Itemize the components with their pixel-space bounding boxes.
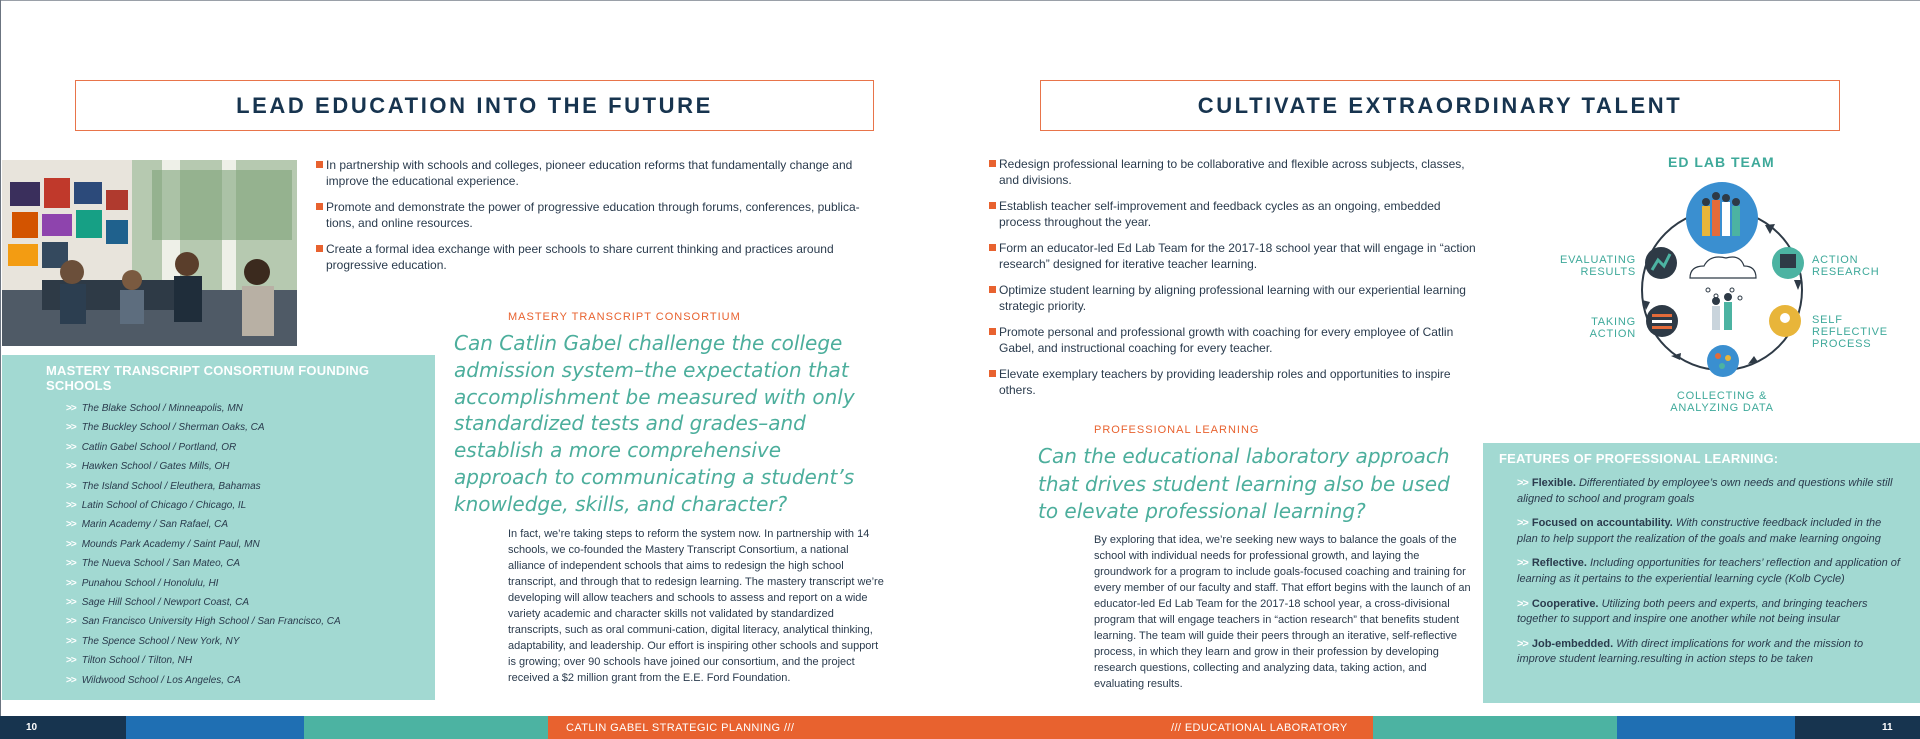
left-body-text: In fact, we’re taking steps to reform the system now. In partnership with 14 schools, we co-founded the Mastery Transcript Consortium, a national alliance of independent schools that aims to redesign the high school transcript, and through that to redesign learning. The mastery transcript we’re developing will allow teachers and schools to assess and report on a wide variety academic and character skills not validated by standardized transcripts, such as oral communi-cation, digital literacy, analytical thinking, adaptability, and leadership. Our effort is inspiring other schools and support is growing; over 90 schools have joined our consortium, and the project received a $2 million grant from the E.E. Ford Foundation. xyxy=(508,528,884,684)
right-page-number: 11 xyxy=(1882,722,1893,733)
left-title-box xyxy=(75,80,874,131)
school-item: >> The Island School / Eleuthera, Bahamas xyxy=(66,480,261,492)
school-item: >> Mounds Park Academy / Saint Paul, MN xyxy=(66,538,260,550)
footer-right-text: /// EDUCATIONAL LABORATORY xyxy=(1171,721,1348,734)
feature-item: >> Cooperative. Utilizing both peers and experts, and bringing teachers together to support and inspire one another while not being insular xyxy=(1517,597,1868,626)
footer-segment xyxy=(1373,716,1617,739)
footer-segment xyxy=(0,716,126,739)
founding-schools-heading: MASTERY TRANSCRIPT CONSORTIUM FOUNDING SCHOOLS xyxy=(46,363,370,393)
school-item: >> The Spence School / New York, NY xyxy=(66,635,240,647)
school-item: >> Hawken School / Gates Mills, OH xyxy=(66,461,230,473)
right-bullet: Redesign professional learning to be collaborative and flexible across subjects, classes, and divisions. xyxy=(989,156,1479,188)
school-item: >> The Blake School / Minneapolis, MN xyxy=(66,403,243,414)
diagram-title: ED LAB TEAM xyxy=(1668,154,1775,170)
left-bullet: In partnership with schools and colleges, pioneer education reforms that fundamentally change and improve the educational experience. xyxy=(316,157,871,189)
label-collecting-analyzing: COLLECTING & ANALYZING DATA xyxy=(1670,390,1774,414)
classroom-photo xyxy=(2,160,297,346)
diagram-cycle xyxy=(1540,150,1920,420)
school-item: >> The Nueva School / San Mateo, CA xyxy=(66,558,241,570)
feature-item: >> Reflective. Including opportunities for teachers’ reflection and application of learning as it pertains to the experiential learning cycle (Kolb Cycle) xyxy=(1517,557,1900,585)
footer-segment xyxy=(304,716,548,739)
left-page-number: 10 xyxy=(26,722,38,733)
label-taking-action: TAKING ACTION xyxy=(1589,316,1636,340)
right-bullet-list xyxy=(989,156,1479,408)
right-title-box xyxy=(1040,80,1840,131)
left-title: LEAD EDUCATION INTO THE FUTURE xyxy=(236,92,713,118)
left-pull-quote: Can Catlin Gabel challenge the college admission system–the expectation that accomplishment be measured with only standardized tests and grades–and establish a more comprehensive approach to communicating a student’s knowledge, skills, and character? xyxy=(454,331,855,516)
footer-color-bar xyxy=(0,716,1920,739)
left-kicker: MASTERY TRANSCRIPT CONSORTIUM xyxy=(508,311,741,323)
school-item: >> San Francisco University High School / San Francisco, CA xyxy=(66,616,341,628)
feature-item: >> Job-embedded. With direct implications for work and the mission to improve student learning.resulting in action steps to be taken xyxy=(1517,637,1864,666)
left-bullet-list xyxy=(316,157,871,283)
school-item: >> Marin Academy / San Rafael, CA xyxy=(66,519,229,531)
right-bullet: Promote personal and professional growth with coaching for every employee of Catlin Gabel, and instructional coaching for every teacher. xyxy=(989,324,1479,356)
label-self-reflective-process: SELF REFLECTIVE PROCESS xyxy=(1812,314,1888,350)
label-evaluating-results: EVALUATING RESULTS xyxy=(1559,254,1636,278)
footer-segment xyxy=(1617,716,1795,739)
features-heading: FEATURES OF PROFESSIONAL LEARNING: xyxy=(1499,451,1779,466)
school-item: >> Catlin Gabel School / Portland, OR xyxy=(66,441,237,453)
right-bullet: Elevate exemplary teachers by providing leadership roles and opportunities to inspire others. xyxy=(989,366,1479,398)
left-bullet: Promote and demonstrate the power of progressive education through forums, conferences, publica-tions, and online resources. xyxy=(316,199,871,231)
feature-item: >> Focused on accountability. With constructive feedback included in the plan to help support the realization of the goals and make learning ongoing xyxy=(1517,517,1882,545)
right-title: CULTIVATE EXTRAORDINARY TALENT xyxy=(1197,92,1683,118)
features-list xyxy=(1499,476,1902,668)
founding-schools-box xyxy=(2,355,435,700)
right-bullet: Optimize student learning by aligning professional learning with our experiential learning strategic priority. xyxy=(989,282,1479,314)
page-left-edge xyxy=(0,0,1,739)
right-bullet: Establish teacher self-improvement and feedback cycles as an ongoing, embedded process throughout the year. xyxy=(989,198,1479,230)
right-bullet: Form an educator-led Ed Lab Team for the 2017-18 school year that will engage in “action research” designed for iterative teacher learning. xyxy=(989,240,1479,272)
school-item: >> Tilton School / Tilton, NH xyxy=(66,655,193,667)
footer-left-text: CATLIN GABEL STRATEGIC PLANNING /// xyxy=(566,721,795,734)
label-action-research: ACTION RESEARCH xyxy=(1812,254,1880,278)
page-top-edge xyxy=(0,0,1920,1)
school-item: >> The Buckley School / Sherman Oaks, CA xyxy=(66,422,265,434)
footer-segment xyxy=(126,716,304,739)
founding-schools-list xyxy=(46,399,435,690)
school-item: >> Wildwood School / Los Angeles, CA xyxy=(66,674,241,686)
features-box xyxy=(1483,443,1920,703)
footer-segment xyxy=(1795,716,1920,739)
feature-item: >> Flexible. Differentiated by employee’s own needs and questions while still aligned to school and program goals xyxy=(1517,477,1893,505)
ed-lab-team-diagram xyxy=(1540,150,1920,420)
right-pull-quote: Can the educational laboratory approach that drives student learning also be used to elevate professional learning? xyxy=(1038,444,1450,523)
right-kicker: PROFESSIONAL LEARNING xyxy=(1094,424,1260,436)
classroom-photo-illustration xyxy=(2,160,297,346)
left-bullet: Create a formal idea exchange with peer schools to share current thinking and practices around progressive education. xyxy=(316,241,871,273)
school-item: >> Punahou School / Honolulu, HI xyxy=(66,577,219,589)
school-item: >> Latin School of Chicago / Chicago, IL xyxy=(66,500,247,512)
school-item: >> Sage Hill School / Newport Coast, CA xyxy=(66,597,249,609)
right-body-text: By exploring that idea, we’re seeking new ways to balance the goals of the school with individual needs for professional growth, and laying the groundwork for a program to include goals-focused coaching and training for every member of our faculty and staff. That effort begins with the launch of an educator-led Ed Lab Team for the 2017-18 school year, a cross-divisional program that will engage teachers in “action research” that benefits student learning. The team will guide their peers through an iterative, self-reflective process, in which they learn and grow in their profession by developing research questions, collecting and analyzing data, taking action, and evaluating results. xyxy=(1094,534,1471,690)
